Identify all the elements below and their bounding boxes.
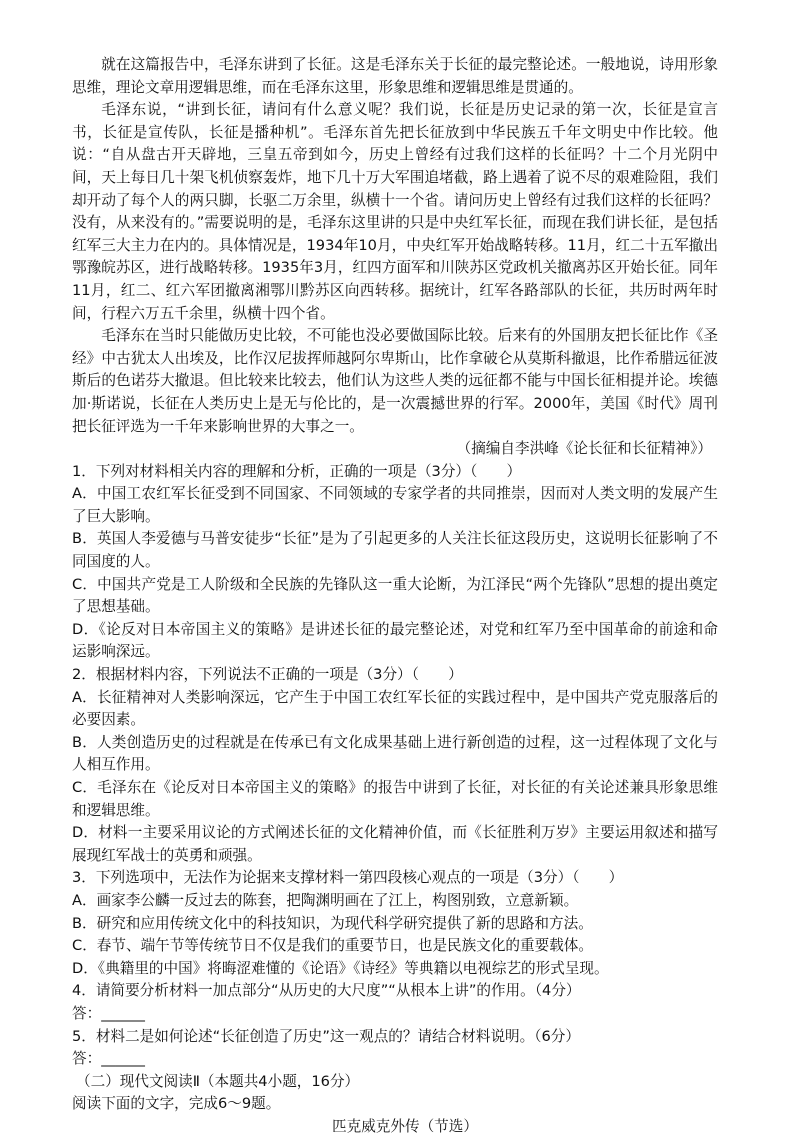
question-option: C．毛泽东在《论反对日本帝国主义的策略》的报告中讲到了长征，对长征的有关论述兼具形象思维和逻辑思维。 [72, 779, 718, 819]
section-heading: （二）现代文阅读Ⅱ（本题共4小题，16分） [76, 1072, 360, 1090]
question-stem: 5．材料二是如何论述“长征创造了历史”这一观点的？请结合材料说明。（6分） [72, 1027, 580, 1045]
question-2 [72, 664, 718, 867]
answer-blank: 答：______ [72, 1050, 145, 1068]
question-option: B．人类创造历史的过程就是在传承已有文化成果基础上进行新创造的过程，这一过程体现了文化与人相互作用。 [72, 733, 718, 774]
question-option: B．英国人李爱德与马普安徒步“长征”是为了引起更多的人关注长征这段历史，这说明长征影响了不同国度的人。 [72, 530, 718, 571]
question-stem: 3．下列选项中，无法作为论据来支撑材料一第四段核心观点的一项是（3分）（ ） [72, 869, 624, 887]
question-option: A．中国工农红军长征受到不同国家、不同领域的专家学者的共同推崇，因而对人类文明的发展产生了巨大影响。 [72, 485, 718, 525]
question-option: C．春节、端午节等传统节日不仅是我们的重要节日，也是民族文化的重要载体。 [72, 937, 593, 955]
question-option: A．长征精神对人类影响深远，它产生于中国工农红军长征的实践过程中，是中国共产党克服落后的必要因素。 [72, 688, 718, 729]
question-4 [72, 980, 718, 1025]
passage-paragraph: 就在这篇报告中，毛泽东讲到了长征。这是毛泽东关于长征的最完整论述。一般地说，诗用形象思维，理论文章用逻辑思维，而在毛泽东这里，形象思维和逻辑思维是贯通的。 [72, 56, 718, 96]
question-option: A．画家李公麟一反过去的陈套，把陶渊明画在了江上，构图别致，立意新颖。 [72, 891, 579, 909]
passage-source: （摘编自李洪峰《论长征和长征精神》） [456, 440, 712, 458]
question-5 [72, 1026, 718, 1071]
answer-blank: 答：______ [72, 1004, 145, 1022]
question-option: B．研究和应用传统文化中的科技知识，为现代科学研究提供了新的思路和方法。 [72, 914, 593, 932]
question-1 [72, 461, 718, 664]
question-stem: 2．根据材料内容，下列说法不正确的一项是（3分）（ ） [72, 666, 463, 684]
reading-instruction: 阅读下面的文字，完成6～9题。 [72, 1095, 281, 1113]
question-option: D．《典籍里的中国》将晦涩难懂的《论语》《诗经》等典籍以电视综艺的形式呈现。 [72, 959, 609, 977]
question-option: D．《论反对日本帝国主义的策略》是讲述长征的最完整论述，对党和红军乃至中国革命的前途和命运影响深远。 [72, 620, 718, 661]
question-option: C．中国共产党是工人阶级和全民族的先锋队这一重大论断，为江泽民“两个先锋队”思想的提出奠定了思想基础。 [72, 575, 718, 616]
question-option: D．材料一主要采用议论的方式阐述长征的文化精神价值，而《长征胜利万岁》主要运用叙述和描写展现红军战士的英勇和顽强。 [72, 824, 718, 864]
passage-paragraph: 毛泽东说，“讲到长征，请问有什么意义呢？我们说，长征是历史记录的第一次，长征是宣言书，长征是宣传队，长征是播种机”。毛泽东首先把长征放到中华民族五千年文明史中作比较。他说：“自从盘古开天辟地，三皇五帝到如今，历史上曾经有过我们这样的长征吗？十二个月光阴中间，天上每日几十架飞机侦察轰炸，地下几十万大军围追堵截，路上遇着了说不尽的艰难险阻，我们却开动了每个人的两只脚，长驱二万余里，纵横十一个省。请问历史上曾经有过我们这样的长征吗？没有，从来没有的。”需要说明的是，毛泽东这里讲的只是中央红军长征，而现在我们讲长征，是包括红军三大主力在内的。具体情况是，1934年10月，中央红军开始战略转移。11月，红二十五军撤出鄂豫皖苏区，进行战略转移。1935年3月，红四方面军和川陕苏区党政机关撤离苏区开始长征。同年11月，红二、红六军团撤离湘鄂川黔苏区向西转移。据统计，红军各路部队的长征，共历时两年时间，行程六万五千余里，纵横十四个省。 [72, 101, 718, 322]
passage-paragraph: 毛泽东在当时只能做历史比较，不可能也没必要做国际比较。后来有的外国朋友把长征比作《圣经》中古犹太人出埃及，比作汉尼拔挥师越阿尔卑斯山，比作拿破仑从莫斯科撤退，比作希腊远征波斯后的色诺芬大撤退。但比较来比较去，他们认为这些人类的远征都不能与中国长征相提并论。埃德加·斯诺说，长征在人类历史上是无与伦比的，是一次震撼世界的行军。2000年，美国《时代》周刊把长征评选为一千年来影响世界的大事之一。 [72, 327, 718, 435]
question-3 [72, 867, 718, 980]
next-passage-title: 匹克威克外传（节选） [332, 1117, 478, 1135]
question-stem: 4．请简要分析材料一加点部分“从历史的大尺度”“从根本上讲”的作用。（4分） [72, 982, 581, 1000]
question-stem: 1．下列对材料相关内容的理解和分析，正确的一项是（3分）（ ） [72, 462, 522, 480]
